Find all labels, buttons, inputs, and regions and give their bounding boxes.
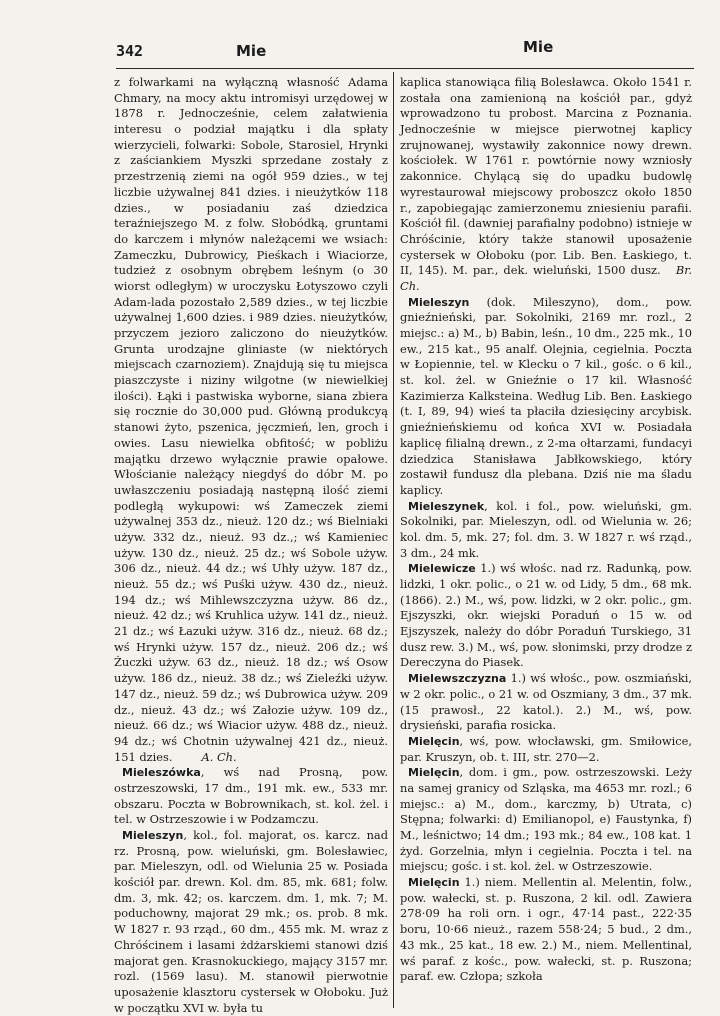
entry-text: 1.) niem. Mellentin al. Melentin, folw., pow. wałecki, st. p. Ruszona, 2 kil. odl. Zawiera 278·09 ha roli orn. i ogr., 47·14 past., 222·35 boru, 10·66 nieuż., razem 558·24; 5 bud., 2 dm., 43 mk., 25 kat., 18 ew. 2.) M., niem. Mellentinal, wś paraf. z kośc., pow. wałecki, st. p. Ruszona; paraf. ew. Człopa; szkoła — [400, 875, 692, 984]
column-divider — [393, 72, 394, 1008]
header-rule — [116, 68, 694, 69]
entry-headword: Mieleszynek — [408, 499, 485, 513]
entry-signature: Br. Ch. — [400, 263, 693, 293]
entry-text: , kol. i fol., pow. wieluński, gm. Sokolniki, par. Mieleszyn, odl. od Wielunia w. 26; kol. dm. 5, mk. 27; fol. dm. 3. W 1827 r. wś rząd., 3 dm., 24 mk. — [400, 498, 692, 560]
entry-text: , wś, pow. włocławski, gm. Smiłowice, par. Kruszyn, ob. t. III, str. 270—2. — [400, 733, 692, 764]
entry-text: 1.) wś włośc. nad rz. Radunką, pow. lidzki, 1 okr. polic., o 21 w. od Lidy, 5 dm., 68 mk. (1866). 2.) M., wś, pow. lidzki, w 2 okr. polic., gm. Ejszyszki, okr. wiejski Poraduń o 15 w. od Ejszyszek, należy do dóbr Poraduń Turskiego, 31 dusz rew. 3.) M., wś, pow. słonimski, przy drodze z Dereczyna do Piasek. — [400, 561, 692, 670]
entry-continuation — [400, 75, 692, 295]
entry-text: (dok. Mileszyno), dom., pow. gnieźnieński, par. Sokolniki, 2169 mr. rozl., 2 miejsc.: a) M., b) Babin, leśn., 10 dm., 225 mk., 10 ew., 215 kat., 95 analf. Olejnia, cegielnia. Poczta w Łopiennie, tel. w Klecku o 7 kil., gośc. o 6 kil., st. kol. żel. w Gnieźnie o 17 kil. Własność Kazimierza Kalksteina. Według Lib. Ben. Łaskiego (t. I, 89, 94) wieś ta płaciła dziesięciny arcybisk. gnieźnieńskiemu od końca XVI w. Posiadała kaplicę filialną drewn., z 2-ma ołtarzami, fundacyi dziedzica Stanisława Jabłkowskiego, który zostawił fundusz dla plebana. Dziś nie ma śladu kaplicy. — [400, 294, 692, 497]
entry-mielecin-1 — [400, 734, 692, 765]
entry-headword: Mielęcin — [408, 734, 460, 748]
entry-text: , kol., fol. majorat, os. karcz. nad rz. Prosną, pow. wieluński, gm. Bolesławiec, par. Mieleszyn, odl. od Wielunia 25 w. Posiada kościół par. drewn. Kol. dm. 85, mk. 681; folw. dm. 3, mk. 42; os. karczem. dm. 1, mk. 7; M. poduchowny, majorat 29 mk.; os. prob. 8 mk. W 1827 r. 93 rząd., 60 dm., 455 mk. M. wraz z Chróścinem i lasami żdżarskiemi stanowi dziś majorat gen. Krasnokuckiego, mający 3157 mr. rozl. (1569 lasu). M. stanowił pierwotnie uposażenie klasztoru cystersek w Ołoboku. Już w początku XVI w. była tu — [114, 828, 388, 1015]
entry-text: z folwarkami na wyłączną własność Adama Chmary, na mocy aktu intromisyi urzędowej w 1878 r. Jednocześnie, celem załatwienia interesu o podział majątku i dla spłaty wierzycieli, folwarki: Sobole, Starosiel, Hrynki z zaściankiem Myszki sprzedane zostały z przestrzenią ziemi na ogół 959 dzies., w tej liczbie używalnej 841 dzies. i nieużytków 118 dzies., w posiadaniu zaś dziedzica teraźniejszego M. z folw. Słobódką, gruntami do karczem i młynów należącemi we wsiach: Zameczku, Dubrowicy, Pieśkach i Wiaciorze, tudzież z osobnym obrębem leśnym (o 30 wiorst odległym) w uroczysku Łotyszowo czyli Adam-lada pozostało 2,589 dzies., w tej liczbie używalnej 1,600 dzies. i 989 dzies. nieużytków, przyczem jezioro zaliczono do nieużytków. Grunta urodzajne gliniaste (w niektórych miejscach czarnoziem). Znajdują się tu miejsca piaszczyste i niziny wilgotne (w niewielkiej ilości). Łąki i pastwiska wyborne, siana zbiera się rocznie do 30,000 pud. Główną produkcyą stanowi żyto, pszenica, jęczmień, len, groch i owies. Lasu niewielka obfitość; w pobliżu majątku drzewo wyłącznie prawie opałowe. Włościanie należący niegdyś do dóbr M. po uwłaszczeniu posiadają następną ilość ziemi podległą wykupowi: wś Zameczek ziemi używalnej 353 dz., nieuż. 120 dz.; wś Bielniaki używ. 332 dz., nieuż. 93 dz.,; wś Kamieniec używ. 130 dz., nieuż. 25 dz.; wś Sobole używ. 306 dz., nieuż. 44 dz.; wś Uhły używ. 187 dz., nieuż. 55 dz.; wś Puśki używ. 430 dz., nieuż. 194 dz.; wś Mihlewszczyzna używ. 86 dz., nieuż. 42 dz.; wś Kruhlica używ. 141 dz., nieuż. 21 dz.; wś Łazuki używ. 316 dz., nieuż. 68 dz.; wś Hrynki używ. 157 dz., nieuż. 206 dz.; wś Żuczki używ. 63 dz., nieuż. 18 dz.; wś Osow używ. 186 dz., nieuż. 38 dz.; wś Zieleźki używ. 147 dz., nieuż. 59 dz.; wś Dubrowica używ. 209 dz., nieuż. 43 dz.; wś Załozie używ. 109 dz., nieuż. 66 dz.; wś Wiacior używ. 488 dz., nieuż. 94 dz.; wś Chotnin używalnej 421 dz., nieuż. 151 dzies. — [114, 75, 388, 764]
entry-text: 1.) wś włośc., pow. oszmiański, w 2 okr. polic., o 21 w. od Oszmiany, 3 dm., 37 mk. (15 prawosł., 22 katol.). 2.) M., wś, pow. drysieński, parafia rosicka. — [400, 671, 692, 733]
page-header — [0, 36, 720, 66]
entry-mieleszyn-dom — [400, 295, 692, 499]
entry-headword: Mieleszyn — [122, 829, 184, 842]
entry-mielewszczyzna — [400, 671, 692, 734]
entry-text: , wś nad Prosną, pow. ostrzeszowski, 17 dm., 191 mk. ew., 533 mr. obszaru. Poczta w Bobrownikach, st. kol. żel. i tel. w Ostrzeszowie i w Podzamczu. — [114, 765, 388, 827]
right-column — [400, 75, 692, 985]
entry-headword: Mielewszczyzna — [408, 672, 507, 686]
entry-mielecin-3 — [400, 875, 692, 985]
entry-headword: Mielewicze — [408, 562, 476, 576]
entry-headword: Mieleszówka — [122, 766, 201, 780]
entry-signature: A. Ch. — [201, 749, 237, 764]
entry-text: , dom. i gm., pow. ostrzeszowski. Leży na samej granicy od Szląska, ma 4653 mr. rozl.; 6 miejsc.: a) M., dom., karczmy, b) Utrata, c) Stępna; folwarki: d) Emilianopol, e) Faustynka, f) M., leśnictwo; 14 dm.; 193 mk.; 84 ew., 108 kat. 1 żyd. Gorzelnia, młyn i cegielnia. Poczta i tel. na miejscu; gośc. i st. kol. żel. w Ostrzeszowie. — [400, 765, 692, 874]
entry-mielecin-2 — [400, 765, 692, 875]
entry-continuation — [114, 75, 388, 765]
entry-mieleszowka — [114, 765, 388, 828]
entry-mieleszynek — [400, 499, 692, 562]
left-column — [114, 75, 388, 1016]
entry-mielewicze — [400, 561, 692, 671]
entry-headword: Mielęcin — [408, 766, 460, 780]
entry-headword: Mieleszyn — [408, 295, 470, 309]
page-number: 342 — [116, 42, 144, 60]
running-head-right: Mie — [523, 38, 554, 56]
entry-headword: Mielęcin — [408, 876, 460, 890]
running-head-left: Mie — [236, 42, 267, 60]
entry-mieleszyn-kol — [114, 828, 388, 1016]
entry-text: kaplica stanowiąca filią Bolesławca. Około 1541 r. została ona zamienioną na kościół par., gdyż wprowadzono tu probost. Marcina z Poznania. Jednocześnie w miejsce pierwotnej kaplicy zrujnowanej, wystawiły zakonnice nowy drewn. kościołek. W 1761 r. powtórnie nowy wzniosły zakonnice. Chylącą się do upadku budowlę wyrestaurował miejscowy proboszcz około 1850 r., zapobiegając zamierzonemu zniesieniu parafii. Kościół fil. (dawniej parafialny podobno) istnieje w Chróścinie, który także stanowił uposażenie cystersek w Ołoboku (por. Lib. Ben. Łaskiego, t. II, 145). M. par., dek. wieluński, 1500 dusz. — [400, 75, 692, 278]
